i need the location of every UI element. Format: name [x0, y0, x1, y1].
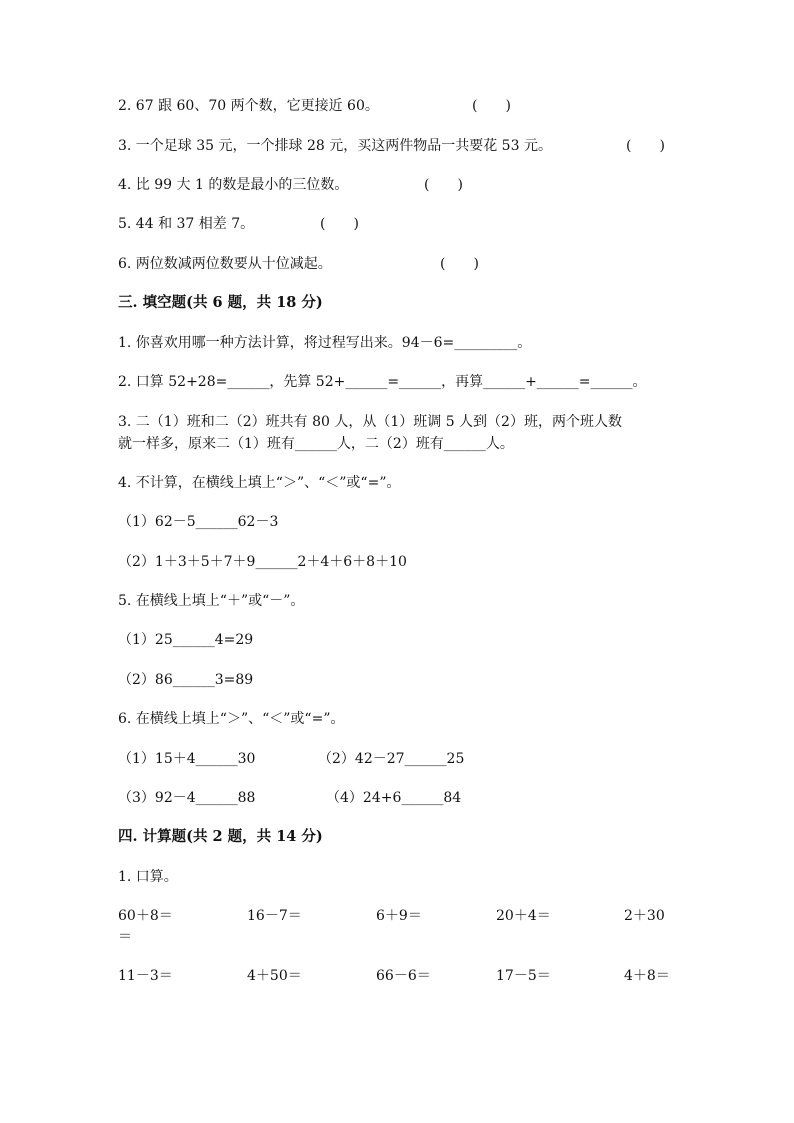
- section-heading-calc: 四. 计算题(共 2 题，共 14 分): [118, 828, 323, 845]
- fill-question-5: 5. 在横线上填上“＋”或“－”。: [118, 593, 305, 609]
- judge-answer-5: ( ): [320, 216, 359, 232]
- calc-question-1: 1. 口算。: [118, 869, 178, 885]
- calc-item: 11－3＝: [118, 968, 173, 984]
- calc-item: 20＋4＝: [496, 908, 551, 924]
- fill-question-6-part-1: （1）15＋4______30: [118, 751, 256, 767]
- calc-item-wrap: ＝: [118, 929, 132, 945]
- judge-answer-2: ( ): [472, 98, 511, 114]
- fill-question-3-line-1: 3. 二（1）班和二（2）班共有 80 人，从（1）班调 5 人到（2）班，两个班人数: [118, 414, 622, 430]
- calc-item: 4＋8＝: [624, 968, 670, 984]
- fill-question-3-line-2: 就一样多，原来二（1）班有______人，二（2）班有______人。: [118, 436, 514, 452]
- calc-item: 17－5＝: [496, 968, 551, 984]
- fill-question-6-part-2: （2）42－27______25: [318, 751, 465, 767]
- calc-item: 2＋30: [624, 908, 665, 924]
- judge-answer-3: ( ): [626, 138, 665, 154]
- calc-item: 4＋50＝: [247, 968, 302, 984]
- section-heading-fill: 三. 填空题(共 6 题，共 18 分): [118, 294, 323, 311]
- fill-question-2: 2. 口算 52+28=______，先算 52+______=______，再算______+______=______。: [118, 374, 647, 390]
- fill-question-5-part-2: （2）86______3=89: [118, 672, 254, 688]
- fill-question-6-part-4: （4）24+6______84: [326, 790, 462, 806]
- judge-answer-6: ( ): [440, 256, 479, 272]
- calc-item: 60＋8＝: [118, 908, 173, 924]
- judge-question-5: 5. 44 和 37 相差 7。: [118, 216, 255, 232]
- fill-question-4-part-2: （2）1＋3＋5＋7＋9______2＋4＋6＋8＋10: [118, 554, 407, 570]
- judge-question-6: 6. 两位数减两位数要从十位减起。: [118, 256, 332, 272]
- calc-item: 66－6＝: [376, 968, 431, 984]
- calc-item: 16－7＝: [247, 908, 302, 924]
- judge-answer-4: ( ): [424, 177, 463, 193]
- fill-question-1: 1. 你喜欢用哪一种方法计算，将过程写出来。94－6=_________。: [118, 335, 532, 351]
- fill-question-4-part-1: （1）62－5______62－3: [118, 514, 279, 530]
- fill-question-5-part-1: （1）25______4=29: [118, 632, 254, 648]
- fill-question-6: 6. 在横线上填上“＞”、“＜”或“=”。: [118, 711, 345, 727]
- judge-question-4: 4. 比 99 大 1 的数是最小的三位数。: [118, 177, 349, 193]
- calc-item: 6＋9＝: [376, 908, 422, 924]
- fill-question-6-part-3: （3）92－4______88: [118, 790, 256, 806]
- fill-question-4: 4. 不计算，在横线上填上“＞”、“＜”或“=”。: [118, 475, 401, 491]
- judge-question-2: 2. 67 跟 60、70 两个数，它更接近 60。: [118, 98, 379, 114]
- judge-question-3: 3. 一个足球 35 元，一个排球 28 元，买这两件物品一共要花 53 元。: [118, 138, 552, 154]
